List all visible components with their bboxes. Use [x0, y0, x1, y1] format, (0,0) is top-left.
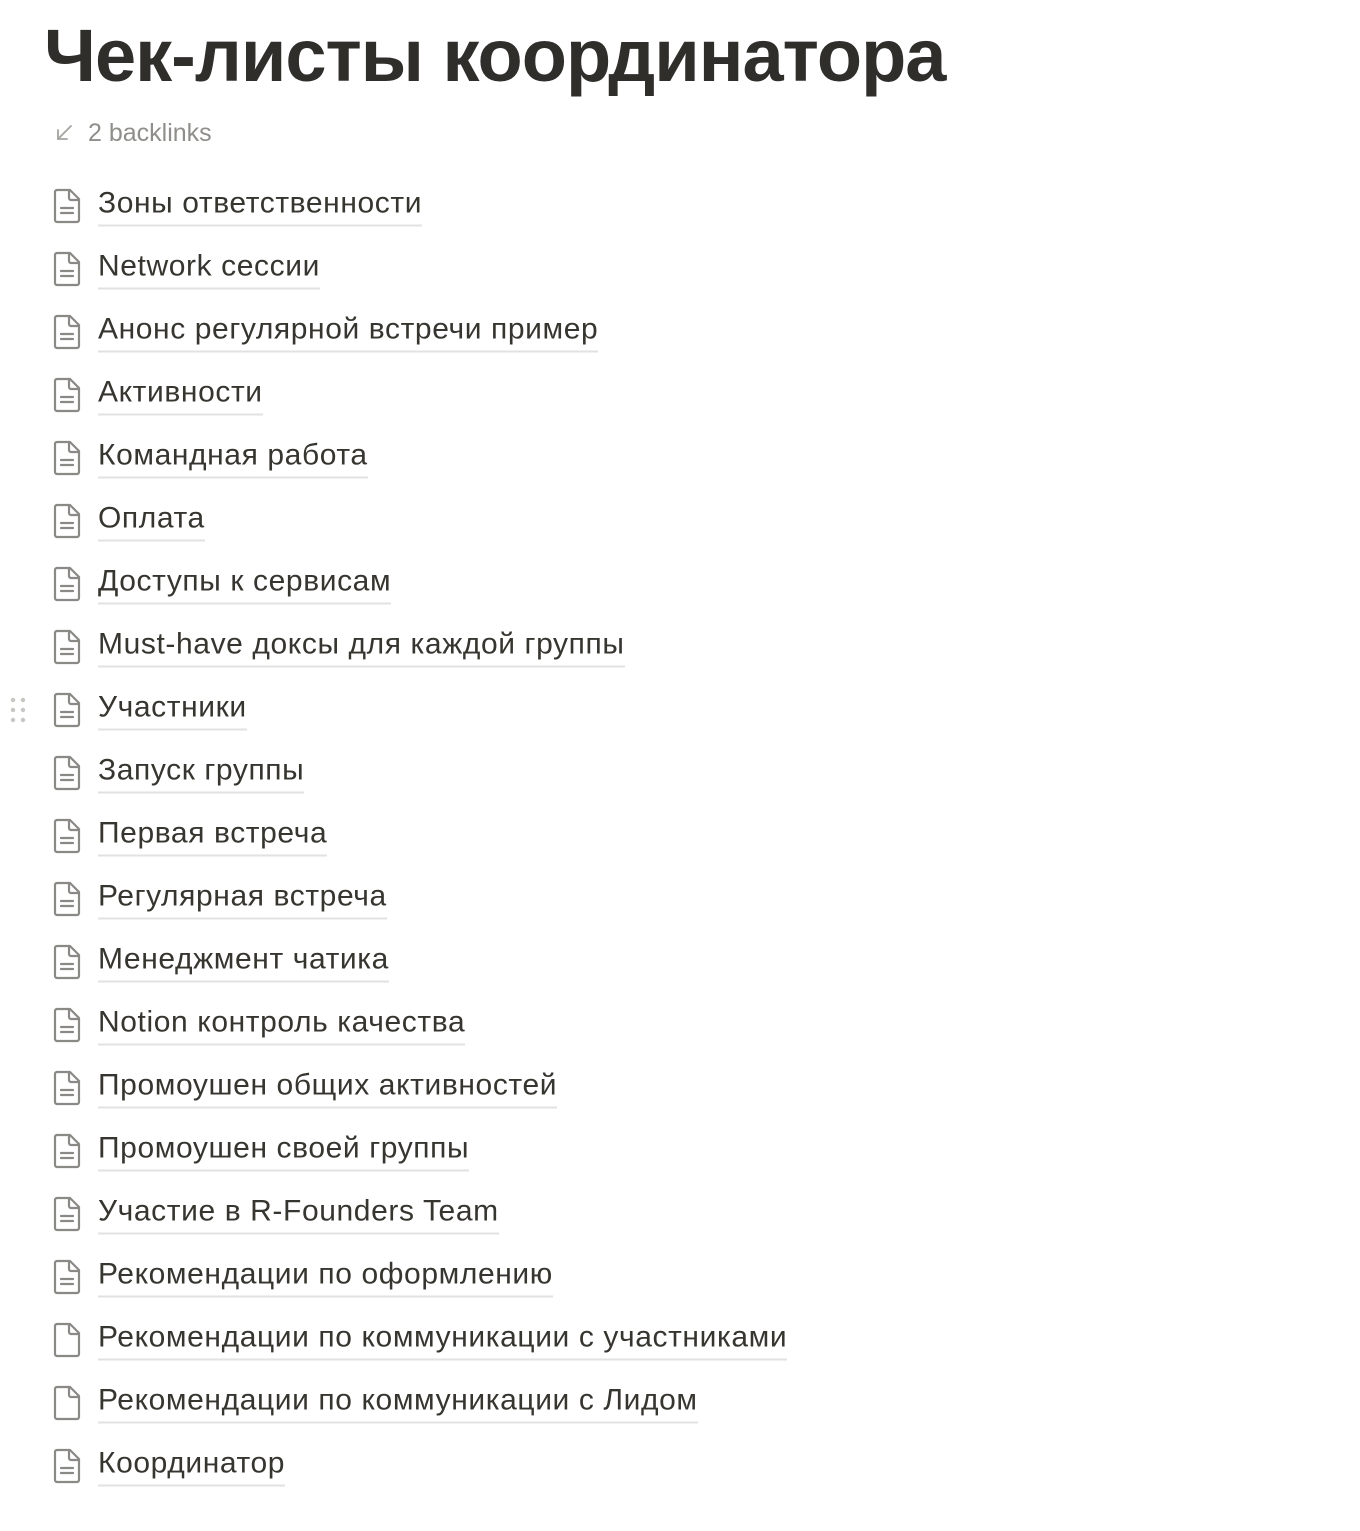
- page-link-row-3[interactable]: [0, 300, 1360, 363]
- page-text-icon: [50, 565, 84, 603]
- page-link-row-14[interactable]: [0, 993, 1360, 1056]
- arrow-down-left-icon: [52, 121, 76, 145]
- page-link[interactable]: Доступы к сервисам: [98, 563, 391, 604]
- page-link-row-20[interactable]: [0, 1371, 1360, 1434]
- page-text-icon: [50, 817, 84, 855]
- page-text-icon: [50, 1258, 84, 1296]
- page-empty-icon: [50, 1321, 84, 1359]
- page-link[interactable]: Участие в R-Founders Team: [98, 1193, 499, 1234]
- page-link-row-7[interactable]: [0, 552, 1360, 615]
- page-link[interactable]: Первая встреча: [98, 815, 327, 856]
- page-link[interactable]: Анонс регулярной встречи пример: [98, 311, 598, 352]
- page-link-row-1[interactable]: [0, 174, 1360, 237]
- page-text-icon: [50, 1006, 84, 1044]
- page-text-icon: [50, 754, 84, 792]
- page-text-icon: [50, 880, 84, 918]
- page-link[interactable]: Участники: [98, 689, 247, 730]
- page-links-list: [0, 174, 1360, 1497]
- page-link[interactable]: Оплата: [98, 500, 205, 541]
- page-link[interactable]: Активности: [98, 374, 263, 415]
- page-link[interactable]: Командная работа: [98, 437, 368, 478]
- page-text-icon: [50, 1132, 84, 1170]
- page-link[interactable]: Запуск группы: [98, 752, 304, 793]
- page-link-row-21[interactable]: [0, 1434, 1360, 1497]
- page-text-icon: [50, 376, 84, 414]
- page-link[interactable]: Координатор: [98, 1445, 285, 1486]
- backlinks-label: 2 backlinks: [88, 118, 212, 147]
- page-link[interactable]: Must-have доксы для каждой группы: [98, 626, 625, 667]
- page-link-row-17[interactable]: [0, 1182, 1360, 1245]
- page-link-row-13[interactable]: [0, 930, 1360, 993]
- page-link-row-6[interactable]: [0, 489, 1360, 552]
- page-text-icon: [50, 628, 84, 666]
- page-link[interactable]: Регулярная встреча: [98, 878, 387, 919]
- page-text-icon: [50, 250, 84, 288]
- page-link[interactable]: Network сессии: [98, 248, 320, 289]
- page-link-row-11[interactable]: [0, 804, 1360, 867]
- page-text-icon: [50, 943, 84, 981]
- page-link-row-4[interactable]: [0, 363, 1360, 426]
- page-text-icon: [50, 1195, 84, 1233]
- page-title: Чек-листы координатора: [44, 14, 946, 97]
- page-text-icon: [50, 1069, 84, 1107]
- page-text-icon: [50, 502, 84, 540]
- page-empty-icon: [50, 1384, 84, 1422]
- page-link[interactable]: Notion контроль качества: [98, 1004, 465, 1045]
- page-link[interactable]: Зоны ответственности: [98, 185, 422, 226]
- page-text-icon: [50, 691, 84, 729]
- page-link[interactable]: Менеджмент чатика: [98, 941, 389, 982]
- backlinks-button[interactable]: [52, 116, 212, 150]
- drag-handle-icon[interactable]: [8, 694, 28, 726]
- page-link[interactable]: Рекомендации по оформлению: [98, 1256, 553, 1297]
- page-link-row-5[interactable]: [0, 426, 1360, 489]
- page-link[interactable]: Промоушен своей группы: [98, 1130, 469, 1171]
- page-text-icon: [50, 187, 84, 225]
- page-link-row-15[interactable]: [0, 1056, 1360, 1119]
- page-link-row-12[interactable]: [0, 867, 1360, 930]
- page-link-row-19[interactable]: [0, 1308, 1360, 1371]
- page-link[interactable]: Рекомендации по коммуникации с Лидом: [98, 1382, 698, 1423]
- page-text-icon: [50, 439, 84, 477]
- page-link-row-9[interactable]: [0, 678, 1360, 741]
- page-link-row-16[interactable]: [0, 1119, 1360, 1182]
- page-link-row-18[interactable]: [0, 1245, 1360, 1308]
- page-link-row-10[interactable]: [0, 741, 1360, 804]
- page-link[interactable]: Промоушен общих активностей: [98, 1067, 557, 1108]
- page-text-icon: [50, 313, 84, 351]
- page-link-row-2[interactable]: [0, 237, 1360, 300]
- page-text-icon: [50, 1447, 84, 1485]
- page-link-row-8[interactable]: [0, 615, 1360, 678]
- page-link[interactable]: Рекомендации по коммуникации с участниками: [98, 1319, 787, 1360]
